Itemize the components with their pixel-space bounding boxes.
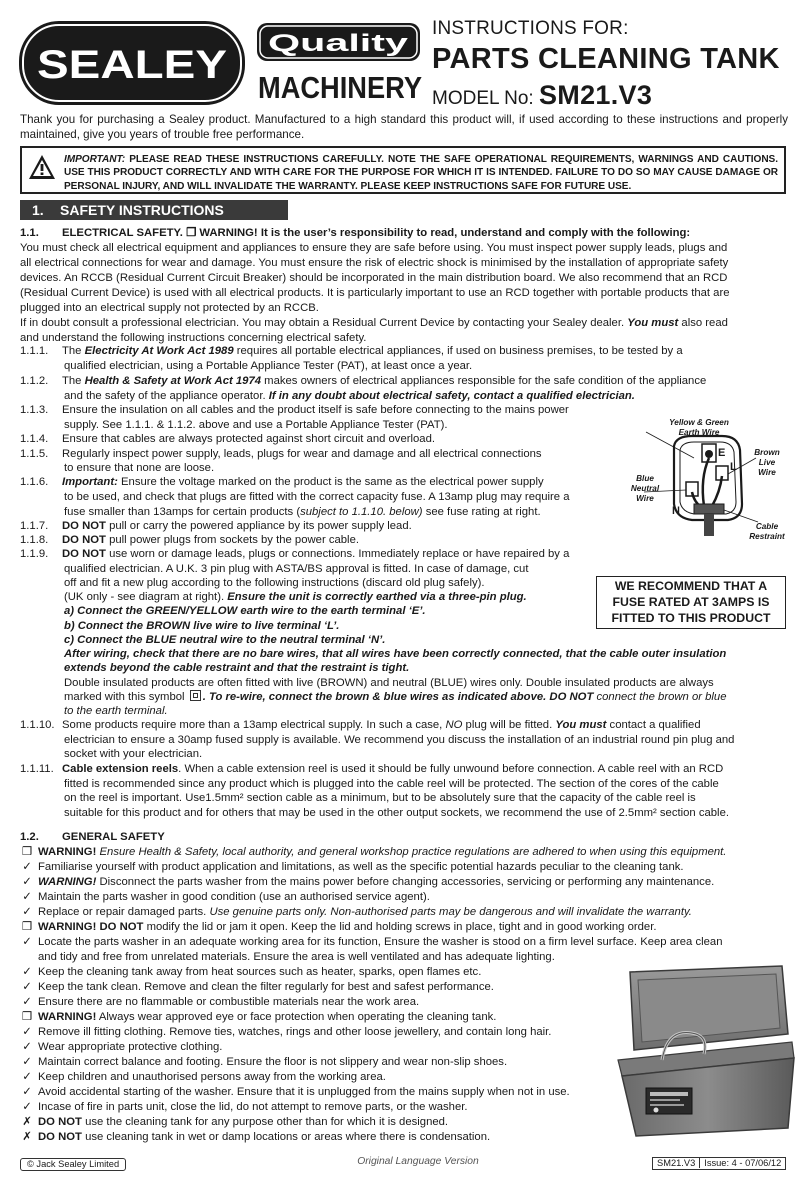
list-marker: ✓ — [22, 1086, 32, 1098]
item-1-1-11-cont: fitted is recommended since any product which is plugged into the cable reel will be protected. The section of the cores of the cable — [64, 778, 719, 790]
list-item — [38, 1010, 496, 1025]
s12-title: GENERAL SAFETY — [62, 831, 165, 843]
s11-heading: ELECTRICAL SAFETY. ❒ WARNING! It is the user’s responsibility to read, understand and comply with the following: — [62, 227, 691, 239]
emphasis: You must — [555, 719, 607, 731]
terminal-n-label: N — [672, 505, 680, 517]
text: The — [62, 345, 85, 357]
list-marker: ✓ — [22, 1041, 32, 1053]
text: and the safety of the appliance operator. — [64, 390, 269, 402]
item-number: 1.1.3. — [20, 404, 49, 416]
item-number: 1.1.9. — [20, 548, 49, 560]
list-marker: ❒ — [21, 1011, 33, 1023]
list-marker: ❒ — [21, 846, 33, 858]
item-1-1-1 — [62, 344, 683, 359]
label-line: Yellow & Green — [669, 418, 729, 427]
emphasis: Cable extension reels — [62, 763, 179, 775]
list-item: Remove ill fitting clothing. Remove ties, watches, rings and other loose jewellery, and contain long hair. — [38, 1026, 552, 1038]
text: (UK only - see diagram at right). — [64, 591, 228, 603]
quality-badge — [256, 22, 421, 62]
list-marker: ✗ — [22, 1131, 32, 1143]
important-text — [64, 153, 778, 193]
sealey-logo — [18, 20, 246, 106]
section-1-title: SAFETY INSTRUCTIONS — [60, 202, 224, 218]
item-1-1-7 — [62, 519, 412, 534]
bold: DO NOT — [38, 1116, 82, 1128]
item-1-1-2-cont — [64, 389, 635, 404]
text: see fuse rating at right. — [422, 506, 541, 518]
document-reference — [652, 1157, 786, 1170]
bold-italic: WARNING! — [38, 876, 97, 888]
item-1-1-11-cont: suitable for this product and for others that may be used in the other output sockets, we recommend the use of 2.5mm² section cable. — [64, 807, 729, 819]
list-marker: ❒ — [21, 921, 33, 933]
terminal-e-label: E — [718, 447, 726, 459]
text: . When a cable extension reel is used it should be fully unwound before connection. A cable reel with an RCD — [178, 763, 724, 775]
text: Always wear approved eye or face protection when operating the cleaning tank. — [96, 1011, 497, 1023]
after-wiring-note: After wiring, check that there are no bare wires, that all wires have been correctly connected, that the cable outer insulation — [64, 648, 727, 660]
s11-p2-line: and understand the following instructions concerning electrical safety. — [20, 332, 367, 344]
list-item — [38, 905, 692, 920]
bold: WARNING! — [38, 1011, 97, 1023]
fuse-line: FITTED TO THIS PRODUCT — [611, 611, 771, 626]
double-insulated-note: Double insulated products are often fitted with live (BROWN) and neutral (BLUE) wires only. Double insulated products are always — [64, 677, 714, 689]
text: marked with this symbol — [64, 691, 188, 703]
s11-number: 1.1. — [20, 227, 39, 239]
live-wire-label — [748, 448, 786, 478]
footer-model: SM21.V3 — [657, 1158, 696, 1168]
do-not: DO NOT — [62, 548, 106, 560]
italic: subject to 1.1.10. below) — [300, 506, 423, 518]
item-1-1-5: Regularly inspect power supply, leads, plugs for wear and damage and all electrical connections — [62, 448, 542, 460]
text: requires all portable electrical appliances, if used on business premises, to be tested by a — [233, 345, 683, 357]
list-item: Keep the cleaning tank away from heat sources such as heater, sparks, open flames etc. — [38, 966, 482, 978]
original-language-label: Original Language Version — [357, 1156, 479, 1167]
bold: DO NOT — [38, 1131, 82, 1143]
list-marker: ✓ — [22, 1026, 32, 1038]
cable-restraint-label — [744, 522, 790, 542]
item-1-1-10-cont: electrician to ensure a 30amp fused supply is available. We recommend you discuss the installation of an industrial round pin plug and — [64, 734, 735, 746]
fuse-line: WE RECOMMEND THAT A — [614, 579, 768, 593]
item-1-1-11-cont: on the reel is important. Use1.5mm² section cable as a minimum, but to be absolutely sure that the capacity of the cable reel is — [64, 792, 696, 804]
important-lead: IMPORTANT: — [64, 154, 126, 165]
s11-p2-must: You must — [627, 317, 679, 329]
item-1-1-9 — [62, 547, 569, 562]
list-item: Avoid accidental starting of the washer. Ensure that it is unplugged from the mains supply when not in use. — [38, 1086, 570, 1098]
list-item: Maintain the parts washer in good condition (use an authorised service agent). — [38, 891, 430, 903]
wiring-step-a: a) Connect the GREEN/YELLOW earth wire to the earth terminal ‘E’. — [64, 605, 426, 617]
list-item-cont: and tidy and free from unrelated materials. Ensure the area is well ventilated and has adequate lighting. — [38, 951, 555, 963]
s11-p1-line: plugged into an electrical supply not protected by an RCCB. — [20, 302, 319, 314]
s11-p2b: also read — [678, 317, 728, 329]
model-number: SM21.V3 — [539, 80, 653, 110]
section-1-number: 1. — [32, 202, 44, 218]
item-1-1-9-cont: qualified electrician. A U.K. 3 pin plug with ASTA/BS approval is fitted. In case of damage, cut — [64, 563, 529, 575]
text: The — [62, 375, 85, 387]
s11-p1-line: all electrical connections for wear and damage. You must ensure the risk of electric shock is minimised by the installation of appropriate safety — [20, 257, 729, 269]
list-item — [38, 1115, 448, 1130]
s11-p1-line: (Residual Current Device) is used with all electrical products. It is particularly important to use an RCD together with portable products that are — [20, 287, 730, 299]
item-1-1-1-cont: qualified electrician, using a Portable Appliance Tester (PAT), at least once a year. — [64, 360, 473, 372]
text: use the cleaning tank for any purpose other than for which it is designed. — [81, 1116, 449, 1128]
footer-issue: Issue: 4 - 07/06/12 — [699, 1158, 785, 1168]
item-number: 1.1.10. — [20, 719, 55, 731]
section-1-heading — [20, 200, 288, 220]
item-1-1-6-cont — [64, 505, 541, 520]
text: fuse smaller than 13amps for certain products ( — [64, 506, 301, 518]
label-line: Live — [758, 458, 776, 467]
list-marker: ✓ — [22, 1071, 32, 1083]
s11-p1-line: devices. An RCCB (Residual Current Circuit Breaker) should be incorporated in the main distribution board. We also recommend that an RCD — [20, 272, 728, 284]
fuse-line: FUSE RATED AT 3AMPS IS — [612, 595, 770, 610]
text: contact a qualified — [606, 719, 701, 731]
parts-cleaning-tank-image — [612, 964, 798, 1140]
list-item: Ensure there are no flammable or combustible materials near the work area. — [38, 996, 420, 1008]
list-item: Wear appropriate protective clothing. — [38, 1041, 223, 1053]
do-not: DO NOT — [62, 534, 106, 546]
list-item: Familiarise yourself with product application and limitations, as well as the specific potential hazards peculiar to the cleaning tank. — [38, 861, 684, 873]
wiring-step-c: c) Connect the BLUE neutral wire to the neutral terminal ‘N’. — [64, 634, 386, 646]
machinery-badge — [256, 64, 424, 104]
emphasis: . To re-wire, connect the brown & blue wires as indicated above. DO NOT — [202, 691, 594, 703]
act-name: Electricity At Work Act 1989 — [84, 345, 234, 357]
item-number: 1.1.4. — [20, 433, 49, 445]
list-marker: ✓ — [22, 996, 32, 1008]
list-item — [38, 845, 726, 860]
list-marker: ✓ — [22, 891, 32, 903]
text: pull or carry the powered appliance by its power supply lead. — [105, 520, 412, 532]
item-number: 1.1.11. — [20, 763, 54, 775]
earth-wire-label — [664, 418, 734, 438]
text: Disconnect the parts washer from the mains power before changing accessories, servicing or performing any maintenance. — [96, 876, 715, 888]
logo-word: SEALEY — [37, 43, 228, 87]
item-number: 1.1.1. — [20, 345, 49, 357]
double-insulated-symbol-icon — [190, 690, 201, 701]
item-number: 1.1.7. — [20, 520, 49, 532]
list-item: Keep children and unauthorised persons away from the working area. — [38, 1071, 386, 1083]
neutral-wire-label — [626, 474, 664, 504]
wiring-step-b: b) Connect the BROWN live wire to live terminal ‘L’. — [64, 620, 340, 632]
list-marker: ✓ — [22, 876, 32, 888]
list-item: Keep the tank clean. Remove and clean the filter regularly for best and safest performance. — [38, 981, 494, 993]
list-marker: ✓ — [22, 1056, 32, 1068]
list-marker: ✓ — [22, 861, 32, 873]
important-body: PLEASE READ THESE INSTRUCTIONS CAREFULLY. NOTE THE SAFE OPERATIONAL REQUIREMENTS, WARNINGS AND CAUTIONS. USE THIS PRODUCT CORRECTLY AND WITH CARE FOR THE PURPOSE FOR WHICH IT IS INTENDED. FAILURE TO DO SO MAY CAUSE DAMAGE OR PERSONAL INJURY, AND WILL INVALIDATE THE WARRANTY. PLEASE KEEP INSTRUCTIONS SAFE FOR FUTURE USE. — [64, 154, 778, 192]
label-line: Restraint — [749, 532, 785, 541]
text: use cleaning tank in wet or damp locations or areas where there is condensation. — [81, 1131, 491, 1143]
item-number: 1.1.6. — [20, 476, 49, 488]
item-1-1-10-cont: socket with your electrician. — [64, 748, 203, 760]
text: Ensure the voltage marked on the product is the same as the electrical power supply — [117, 476, 544, 488]
label-line: Blue — [636, 474, 654, 483]
text: Replace or repair damaged parts. — [38, 906, 210, 918]
label-line: Cable — [755, 522, 779, 531]
list-item — [38, 1130, 490, 1145]
list-marker: ✓ — [22, 936, 32, 948]
italic: Use genuine parts only. Non-authorised parts may be dangerous and will invalidate the warranty. — [209, 906, 692, 918]
product-title: PARTS CLEANING TANK — [432, 43, 780, 75]
after-wiring-note: extends beyond the cable restraint and that the restraint is tight. — [64, 662, 410, 674]
model-label: MODEL No: — [432, 88, 534, 109]
list-marker: ✓ — [22, 981, 32, 993]
item-1-1-6 — [62, 475, 544, 490]
item-number: 1.1.8. — [20, 534, 49, 546]
label-line: Brown — [754, 448, 780, 457]
emphasis: If in any doubt about electrical safety, contact a qualified electrician. — [268, 390, 635, 402]
s12-number: 1.2. — [20, 831, 39, 843]
text: plug will be fitted. — [462, 719, 556, 731]
list-marker: ✗ — [22, 1116, 32, 1128]
item-1-1-9-cont — [64, 590, 527, 605]
item-1-1-11 — [62, 762, 723, 777]
item-1-1-8 — [62, 533, 359, 548]
intro-paragraph: Thank you for purchasing a Sealey product. Manufactured to a high standard this product will, if used according to these instructions and properly maintained, give you years of trouble free performance. — [20, 113, 788, 141]
list-item: Maintain correct balance and footing. Ensure the floor is not slippery and wear non-slip shoes. — [38, 1056, 508, 1068]
s11-p1-line: You must check all electrical equipment and appliances to ensure they are safe before using. You must inspect power supply leads, plugs and — [20, 242, 728, 254]
item-1-1-6-cont: to be used, and check that plugs are fitted with the correct capacity fuse. A 13amp plug may require a — [64, 491, 570, 503]
s11-p2-line — [20, 316, 728, 331]
bold: WARNING! DO NOT — [38, 921, 144, 933]
text: makes owners of electrical appliances responsible for the safe condition of the appliance — [261, 375, 707, 387]
italic: connect the brown or blue — [593, 691, 727, 703]
act-name: Health & Safety at Work Act 1974 — [84, 375, 262, 387]
list-marker: ✓ — [22, 1101, 32, 1113]
list-item: Incase of fire in parts unit, close the lid, do not attempt to remove parts, or the washer. — [38, 1101, 468, 1113]
item-number: 1.1.2. — [20, 375, 49, 387]
list-item: Locate the parts washer in an adequate working area for its function, Ensure the washer is stood on a firm level surface. Keep area clean — [38, 936, 723, 948]
plug-wiring-diagram — [630, 418, 790, 542]
list-marker: ✓ — [22, 966, 32, 978]
model-line — [432, 80, 652, 114]
list-item — [38, 875, 714, 890]
label-line: Neutral — [630, 484, 660, 493]
instructions-for-label: INSTRUCTIONS FOR: — [432, 18, 629, 39]
item-1-1-10 — [62, 718, 701, 733]
item-1-1-4: Ensure that cables are always protected against short circuit and overload. — [62, 433, 436, 445]
list-item — [38, 920, 657, 935]
item-1-1-9-cont: off and fit a new plug according to the following instructions (discard old plug safely). — [64, 577, 485, 589]
bold: WARNING! — [38, 846, 97, 858]
item-1-1-5-cont: to ensure that none are loose. — [64, 462, 215, 474]
quality-word: Quality — [268, 30, 410, 57]
label-line: Earth Wire — [678, 428, 720, 437]
item-1-1-2 — [62, 374, 706, 389]
text: modify the lid or jam it open. Keep the lid and holding screws in place, tight and in good working order. — [143, 921, 657, 933]
machinery-word: MACHINERY — [258, 70, 423, 105]
emphasis: Ensure the unit is correctly earthed via a three-pin plug. — [227, 591, 527, 603]
important-notice-box — [20, 146, 786, 194]
lead: Important: — [62, 476, 118, 488]
item-1-1-3: Ensure the insulation on all cables and the product itself is safe before connecting to the mains power — [62, 404, 569, 416]
item-1-1-3-cont: supply. See 1.1.1. & 1.1.2. above and use a Portable Appliance Tester (PAT). — [64, 419, 448, 431]
italic: NO — [445, 719, 463, 731]
do-not: DO NOT — [62, 520, 106, 532]
fuse-recommendation-box — [596, 576, 786, 629]
copyright-label: © Jack Sealey Limited — [20, 1158, 126, 1171]
terminal-l-label: L — [730, 461, 737, 473]
double-insulated-note: to the earth terminal. — [64, 705, 168, 717]
label-line: Wire — [758, 468, 776, 477]
warning-triangle-icon — [28, 154, 56, 180]
italic: Ensure Health & Safety, local authority, and general workshop practice regulations are adhered to when using this equipment. — [96, 846, 727, 858]
s11-p2a: If in doubt consult a professional electrician. You may obtain a Residual Current Device by contacting your Sealey dealer. — [20, 317, 625, 329]
text: pull power plugs from sockets by the power cable. — [105, 534, 359, 546]
text: Some products require more than a 13amp electrical supply. In such a case, — [62, 719, 446, 731]
label-line: Wire — [636, 494, 654, 503]
text: use worn or damage leads, plugs or connections. Immediately replace or have repaired by a — [105, 548, 570, 560]
double-insulated-note — [64, 690, 726, 705]
item-number: 1.1.5. — [20, 448, 49, 460]
list-marker: ✓ — [22, 906, 32, 918]
